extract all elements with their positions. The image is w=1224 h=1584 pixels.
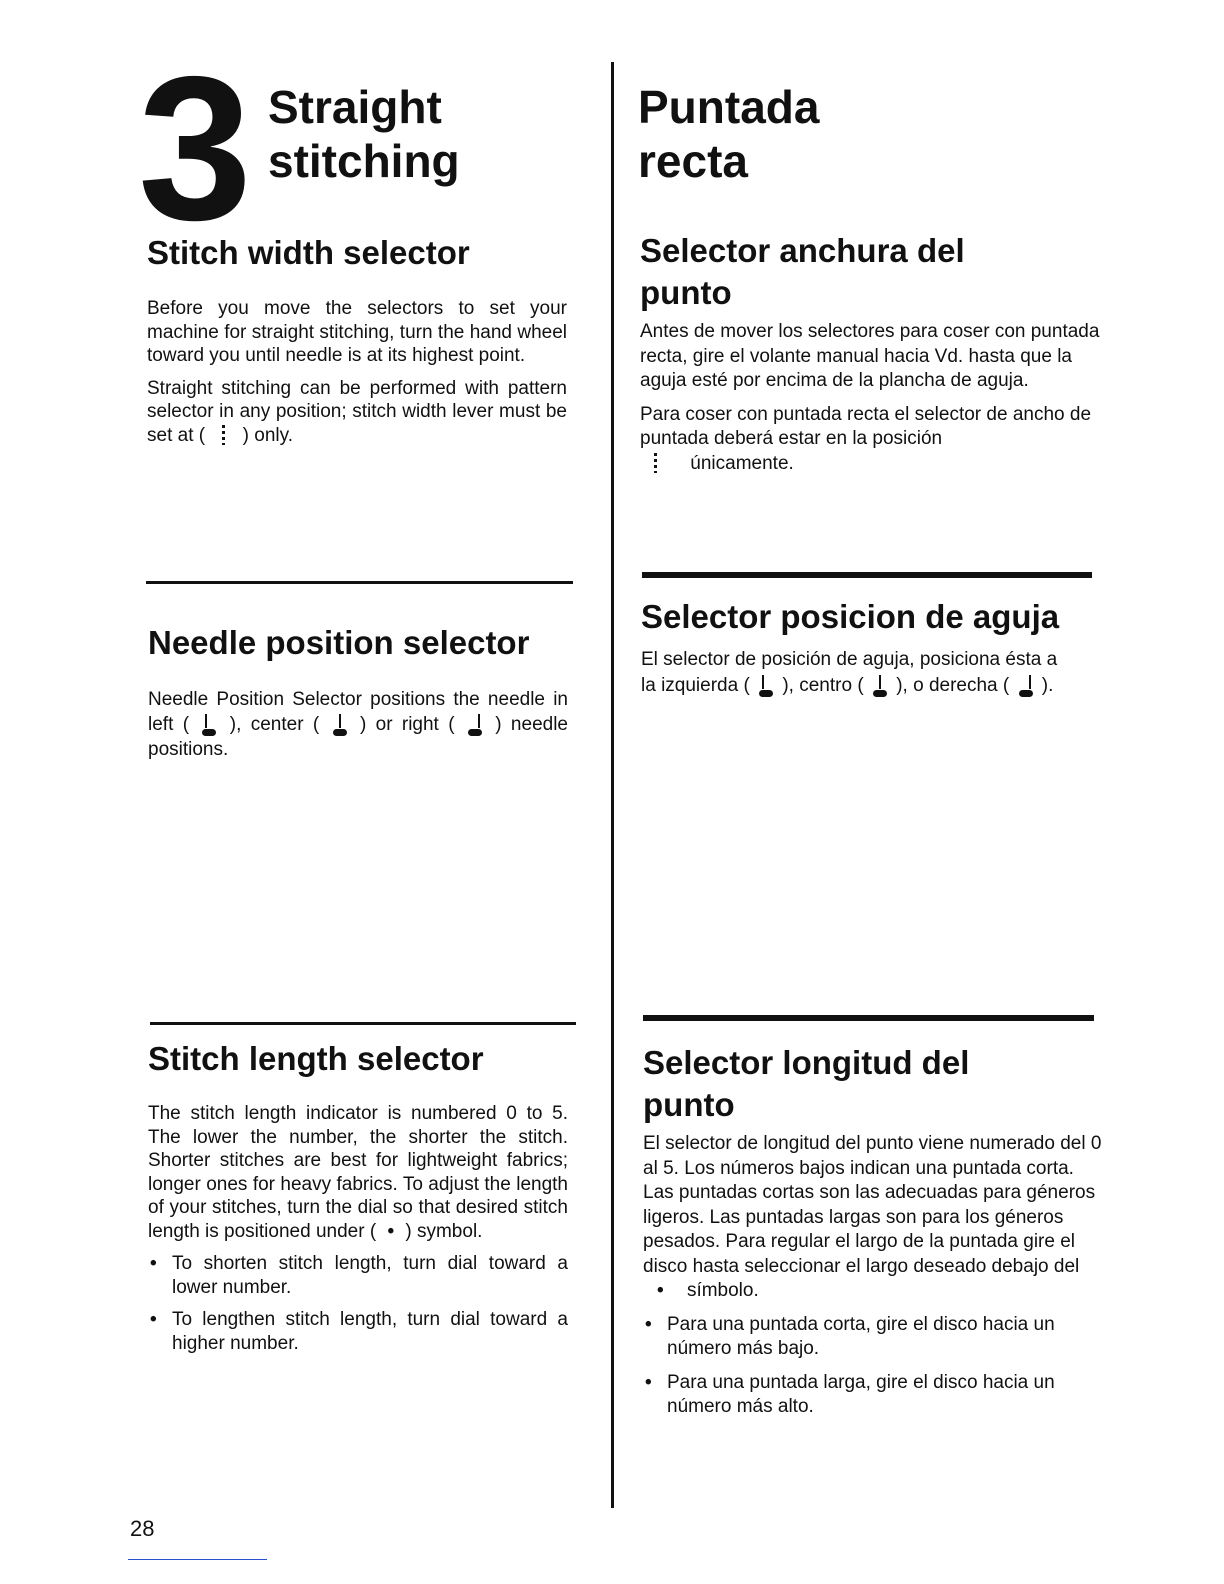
- text: The stitch length indicator is numbered 0 to 5. The lower the number, the shorter the stitch. Shorter stitches are best for lightweight fabrics; longer ones for heavy fabrics. To adjust the length of your stitches, turn the dial so that desired stitch length is positioned under (: [148, 1103, 568, 1242]
- heading-stitch-length: Stitch length selector: [148, 1040, 484, 1077]
- dot-symbol-icon: •: [387, 1220, 395, 1242]
- section-divider: [642, 572, 1092, 578]
- text: ) only.: [242, 424, 293, 446]
- chapter-title-spanish: [638, 80, 1038, 188]
- bullet-icon: •: [645, 1313, 652, 1335]
- bullet-icon: •: [150, 1309, 157, 1330]
- bullet-icon: •: [150, 1253, 157, 1274]
- chapter-title-line1: Straight: [268, 81, 442, 133]
- section-stitch-length-en: [148, 1102, 568, 1364]
- paragraph: [147, 377, 567, 448]
- bullet-list: [148, 1252, 568, 1355]
- bullet-icon: •: [645, 1371, 652, 1393]
- list-item-text: To shorten stitch length, turn dial toward a lower number.: [172, 1253, 568, 1298]
- text: símbolo.: [686, 1280, 759, 1301]
- paragraph: Antes de mover los selectores para coser con puntada recta, gire el volante manual hacia Vd. hasta que la aguja esté por encima de la plancha de aguja.: [640, 321, 1100, 391]
- needle-right-icon: [1015, 673, 1037, 699]
- needle-center-icon: [329, 712, 351, 738]
- bullet-list: [643, 1313, 1103, 1420]
- needle-left-icon: [198, 712, 220, 738]
- section-divider: [146, 581, 573, 584]
- heading-needle-position: Needle position selector: [148, 624, 530, 661]
- list-item: [643, 1371, 1103, 1420]
- list-item: [148, 1252, 568, 1299]
- list-item-text: To lengthen stitch length, turn dial toward a higher number.: [172, 1309, 568, 1354]
- section-needle-position-en: [148, 688, 568, 770]
- text: ) needle positions.: [148, 713, 568, 760]
- needle-center-icon: [869, 673, 891, 699]
- chapter-title-english: [268, 80, 588, 188]
- text: únicamente.: [690, 452, 794, 474]
- chapter-number: 3: [138, 34, 249, 263]
- heading-needle-position-es: Selector posicion de aguja: [641, 598, 1060, 635]
- straight-stitch-width-icon: [654, 453, 657, 473]
- section-stitch-width-en: [147, 297, 567, 456]
- footer-line: [128, 1559, 267, 1560]
- needle-left-icon: [755, 673, 777, 699]
- text: ).: [1041, 674, 1054, 696]
- text: El selector de posición de aguja, posiciona ésta a la izquierda (: [641, 649, 1058, 696]
- straight-stitch-width-icon: [222, 425, 225, 445]
- section-divider: [150, 1022, 576, 1025]
- text: Needle Position Selector positions the needle in left (: [148, 689, 568, 735]
- section-divider: [643, 1015, 1094, 1021]
- text: ) or right (: [359, 713, 455, 735]
- text: El selector de longitud del punto viene numerado del 0 al 5. Los números bajos indican una puntada corta. Las puntadas cortas son las adecuadas para géneros ligeros. Las puntadas largas son para los géneros pesados. Para regular el largo de la puntada gire el disco hasta seleccionar el largo deseado debajo del: [643, 1133, 1102, 1277]
- heading-stitch-width: Stitch width selector: [147, 234, 470, 271]
- paragraph: [643, 1132, 1103, 1304]
- section-needle-position-es: [641, 648, 1071, 708]
- column-divider: [611, 62, 614, 1508]
- section-stitch-length-es: [643, 1132, 1103, 1429]
- page-number: 28: [130, 1516, 155, 1541]
- list-item: [643, 1313, 1103, 1362]
- paragraph: [641, 648, 1071, 699]
- text: ), center (: [229, 713, 320, 735]
- paragraph: [640, 403, 1100, 477]
- paragraph: Before you move the selectors to set your machine for straight stitching, turn the hand wheel toward you until needle is at its highest point.: [147, 298, 567, 366]
- text: Para coser con puntada recta el selector de ancho de puntada deberá estar en la posición: [640, 403, 1092, 449]
- section-stitch-width-es: [640, 320, 1100, 485]
- paragraph: [148, 1102, 568, 1243]
- heading-stitch-length-es: Selector longitud del punto: [643, 1044, 970, 1123]
- dot-symbol-icon: •: [657, 1280, 664, 1301]
- text: ) symbol.: [405, 1220, 483, 1242]
- chapter-title-es-line2: recta: [638, 135, 748, 187]
- heading-stitch-width-es: Selector anchura del punto: [640, 232, 965, 311]
- text: Straight stitching can be performed with pattern selector in any position; stitch width lever must be set at (: [147, 377, 567, 446]
- chapter-title-line2: stitching: [268, 135, 460, 187]
- list-item: [148, 1308, 568, 1355]
- needle-right-icon: [464, 712, 486, 738]
- text: ), o derecha (: [896, 674, 1010, 696]
- chapter-title-es-line1: Puntada: [638, 81, 820, 133]
- paragraph: [148, 688, 568, 761]
- text: ), centro (: [782, 674, 864, 696]
- list-item-text: Para una puntada corta, gire el disco hacia un número más bajo.: [667, 1313, 1055, 1359]
- list-item-text: Para una puntada larga, gire el disco hacia un número más alto.: [667, 1371, 1055, 1417]
